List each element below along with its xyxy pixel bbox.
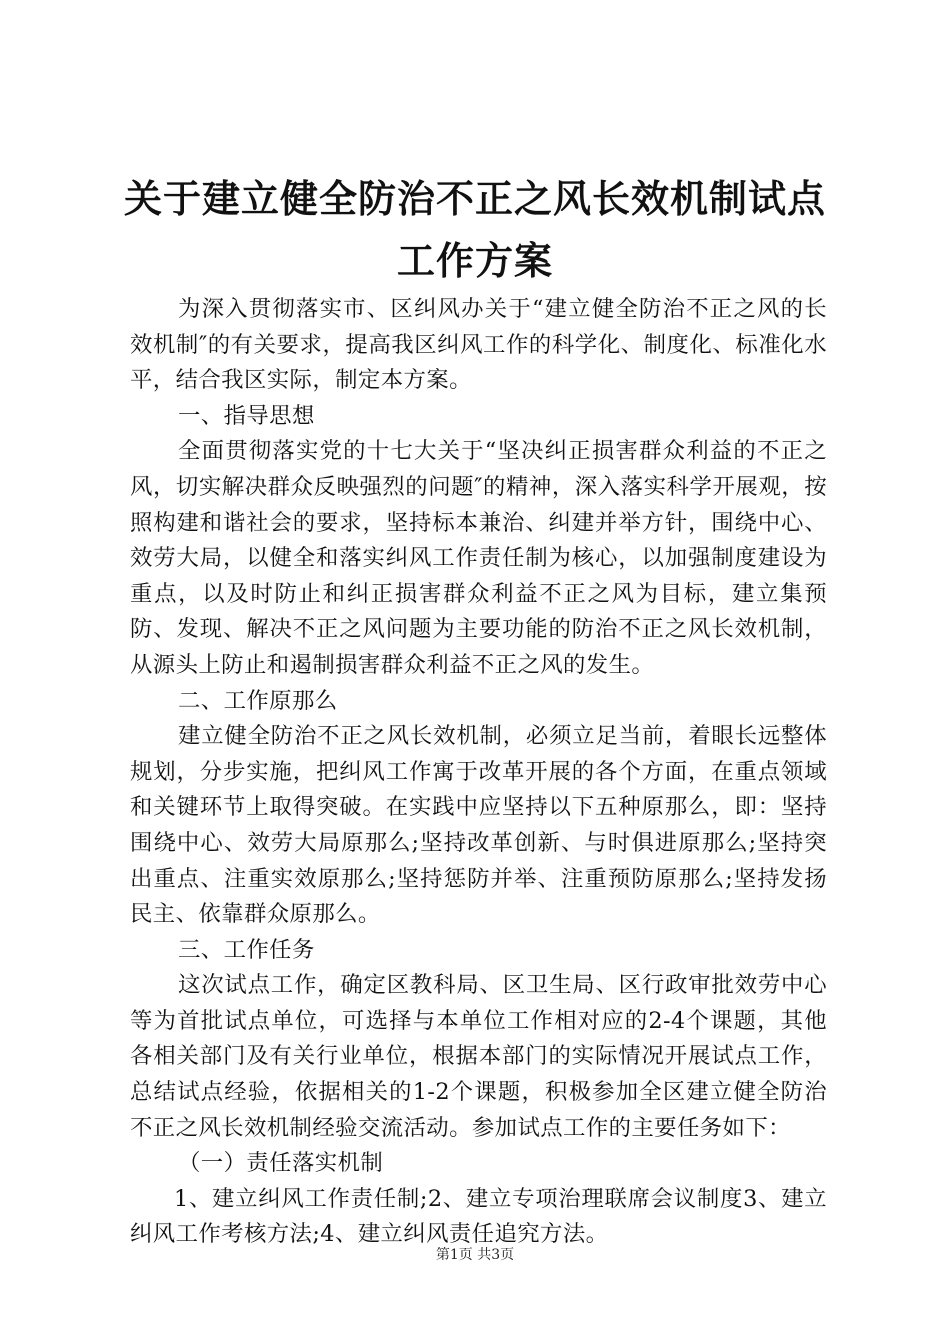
section-heading-guiding-thought: 一、指导思想 [178,402,315,429]
intro-paragraph: 为深入贯彻落实市、区纠风办关于“建立健全防治不正之风的长效机制″的有关要求，提高我区纠风工作的科学化、制度化、标准化水平，结合我区实际，制定本方案。 [130,296,827,394]
tasks-paragraph: 这次试点工作，确定区教科局、区卫生局、区行政审批效劳中心等为首批试点单位，可选择与本单位工作相对应的2-4个课题，其他各相关部门及有关行业单位，根据本部门的实际情况开展试点工作，总结试点经验，依据相关的1-2个课题，积极参加全区建立健全防治不正之风长效机制经验交流活动。参加试点工作的主要任务如下： [130,972,827,1141]
section-heading-tasks: 三、工作任务 [178,936,315,963]
principles-paragraph: 建立健全防治不正之风长效机制，必须立足当前，着眼长远整体规划，分步实施，把纠风工作寓于改革开展的各个方面，在重点领域和关键环节上取得突破。在实践中应坚持以下五种原那么，即：坚持围绕中心、效劳大局原那么;坚持改革创新、与时俱进原那么;坚持突出重点、注重实效原那么;坚持惩防并举、注重预防原那么;坚持发扬民主、依靠群众原那么。 [130,723,827,928]
guiding-thought-paragraph: 全面贯彻落实党的十七大关于“坚决纠正损害群众利益的不正之风，切实解决群众反映强烈的问题″的精神，深入落实科学开展观，按照构建和谐社会的要求，坚持标本兼治、纠建并举方针，围绕中心、效劳大局，以健全和落实纠风工作责任制为核心，以加强制度建设为重点，以及时防止和纠正损害群众利益不正之风为目标，建立集预防、发现、解决不正之风问题为主要功能的防治不正之风长效机制，从源头上防止和遏制损害群众利益不正之风的发生。 [130,438,827,678]
subsection-heading-responsibility: （一）责任落实机制 [178,1150,384,1177]
section-heading-principles: 二、工作原那么 [178,687,338,714]
responsibility-items-paragraph: 1、建立纠风工作责任制;2、建立专项治理联席会议制度3、建立纠风工作考核方法;4、建立纠风责任追究方法。 [130,1185,827,1248]
document-body [130,292,827,1253]
document-title: 关于建立健全防治不正之风长效机制试点工作方案 [123,177,826,283]
page-footer: 第1页 共3页 [435,1247,515,1263]
